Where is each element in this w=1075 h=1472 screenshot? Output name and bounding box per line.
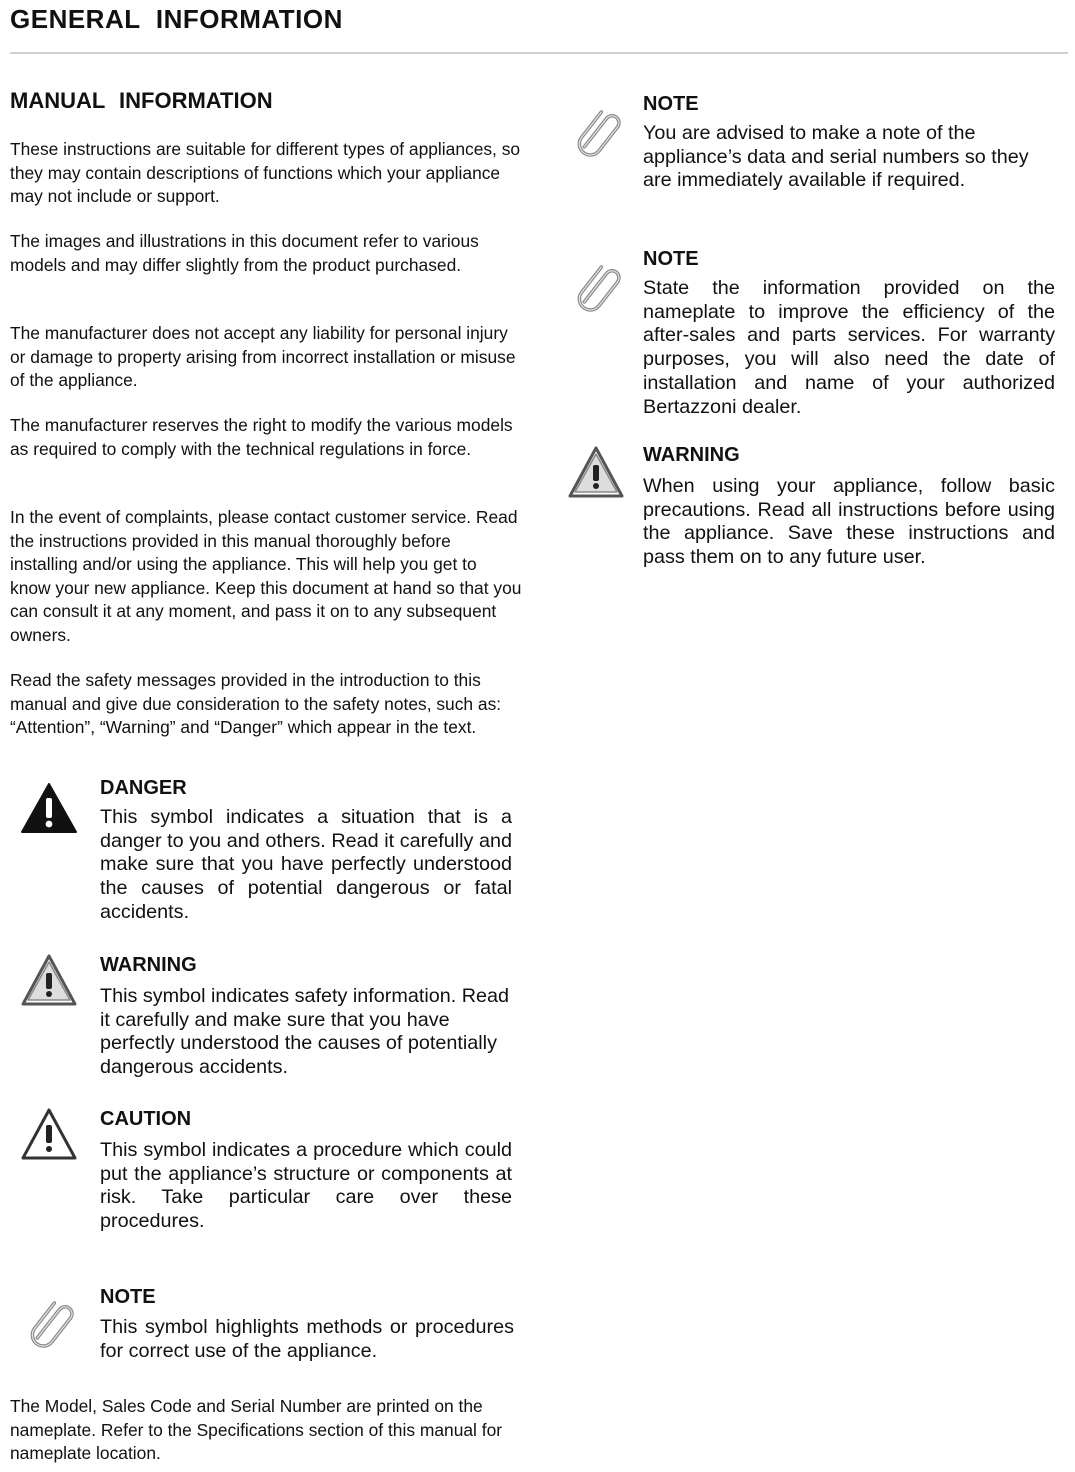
caution-notice [0, 1105, 530, 1245]
right-note-1 [565, 90, 1065, 210]
right-warning [565, 441, 1065, 601]
paperclip-icon [577, 259, 625, 315]
right-note-1-text: You are advised to make a note of the appliance’s data and serial numbers so they are immediately available if required. [643, 122, 1029, 192]
section-title: MANUAL INFORMATION [10, 88, 273, 113]
warning-title: WARNING [100, 954, 197, 976]
warning-text: This symbol indicates safety information. Read it carefully and make sure that you have perfectly understood the causes of potentially dangerous accidents. [100, 985, 509, 1079]
footer-paragraph: The Model, Sales Code and Serial Number are printed on the nameplate. Refer to the Specifications section of this manual for nameplate location. [10, 1396, 503, 1464]
paragraph-6: Read the safety messages provided in the introduction to this manual and give due consideration to the safety notes, such as: “Attention”, “Warning” and “Danger” which appear in the text. [10, 670, 502, 738]
warning-triangle-icon [567, 445, 625, 499]
paragraph-2: The images and illustrations in this document refer to various models and may differ slightly from the product purchased. [10, 231, 479, 275]
paragraph-5: In the event of complaints, please contact customer service. Read the instructions provided in this manual thoroughly before installing and/or using the appliance. This will help you get to know your new appliance. Keep this document at hand so that you can consult it at any moment, and pass it on to any subsequent owners. [10, 507, 522, 645]
danger-text: This symbol indicates a situation that is a danger to you and others. Read it carefully and make sure that you have perfectly understood the causes of potential dangerous or fatal accidents. [100, 806, 512, 923]
note-text: This symbol highlights methods or procedures for correct use of the appliance. [100, 1316, 514, 1362]
caution-text: This symbol indicates a procedure which could put the appliance’s structure or components at risk. Take particular care over these procedures. [100, 1139, 512, 1233]
paragraph-1: These instructions are suitable for different types of appliances, so they may contain descriptions of functions which your appliance may not include or support. [10, 139, 521, 207]
warning-triangle-icon [20, 953, 78, 1007]
caution-title: CAUTION [100, 1108, 192, 1130]
right-warning-text: When using your appliance, follow basic precautions. Read all instructions before using the appliance. Save these instructions and pass them on to any future user. [643, 475, 1055, 569]
note-title: NOTE [100, 1286, 156, 1308]
danger-title: DANGER [100, 777, 187, 799]
note-notice [0, 1283, 530, 1373]
page-title: GENERAL INFORMATION [10, 4, 343, 34]
paragraph-4: The manufacturer reserves the right to modify the various models as required to comply with the technical regulations in force. [10, 415, 513, 459]
header-divider [10, 52, 1068, 54]
paperclip-icon [577, 104, 625, 160]
right-note-1-title: NOTE [643, 93, 699, 115]
paragraph-3: The manufacturer does not accept any liability for personal injury or damage to property arising from incorrect installation or misuse of the appliance. [10, 323, 516, 391]
right-note-2-title: NOTE [643, 248, 699, 270]
paperclip-icon [30, 1295, 78, 1351]
warning-notice [0, 951, 530, 1091]
caution-triangle-icon [20, 1107, 78, 1161]
right-warning-title: WARNING [643, 444, 740, 466]
right-note-2 [565, 245, 1065, 430]
right-note-2-text: State the information provided on the nameplate to improve the efficiency of the after-sales and parts services. For warranty purposes, you will also need the date of installation and name of your authorized Bertazzoni dealer. [643, 277, 1055, 418]
danger-notice [0, 774, 530, 934]
danger-triangle-icon [20, 782, 78, 834]
